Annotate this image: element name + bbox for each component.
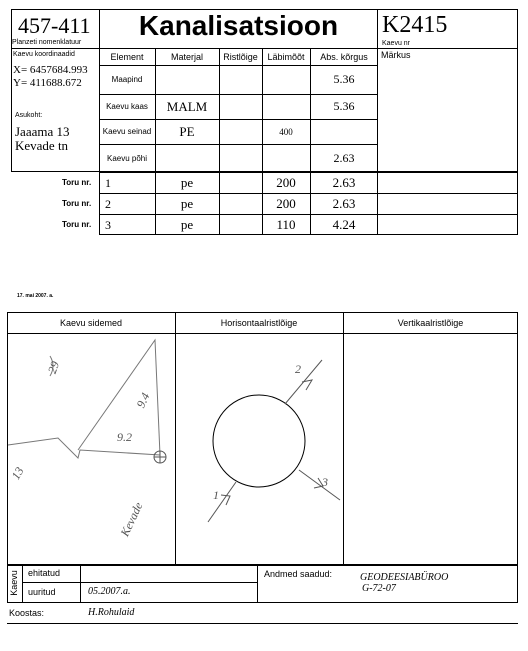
pipe-diameter: 110 <box>276 216 296 232</box>
row-height: 2.63 <box>333 150 355 165</box>
data-from-label: Andmed saadud: <box>264 569 333 579</box>
built-label: ehitatud <box>28 568 61 578</box>
row-material: PE <box>179 123 195 139</box>
pipe-label-2: 2 <box>295 362 301 376</box>
coords-label: Kaevu koordinaadid <box>13 51 75 58</box>
footer-frame <box>7 565 518 603</box>
pipe-diameter: 200 <box>276 174 296 190</box>
well-number-value: K2415 <box>382 12 448 38</box>
pipe-material: pe <box>180 216 194 232</box>
coord-y: Y= 411688.672 <box>13 77 82 89</box>
page-title: Kanalisatsioon <box>138 10 339 41</box>
location-label: Asukoht: <box>15 112 43 119</box>
pipe-height: 2.63 <box>332 195 356 211</box>
location-line2: Kevade tn <box>15 138 69 153</box>
pipe-number: 3 <box>105 218 111 232</box>
sketch-label-kevade: Kevade <box>117 500 146 539</box>
pipe-label: Toru nr. <box>62 199 92 208</box>
section-title-sidemed: Kaevu sidemed <box>59 317 123 328</box>
well-circle <box>213 395 305 487</box>
nomenclature-value: 457-411 <box>18 13 91 38</box>
col-header-section: Ristlõige <box>223 51 258 62</box>
pipe-height: 2.63 <box>332 174 356 190</box>
well-number-label: Kaevu nr <box>382 40 411 47</box>
col-header-element: Element <box>110 51 144 62</box>
footer-side-label: Kaevu <box>9 570 19 596</box>
col-header-diameter: Läbimõõt <box>267 51 305 62</box>
data-from-value1: GEODEESIABÜROO <box>360 572 449 583</box>
surveyed-value: 05.2007.a. <box>88 586 131 597</box>
pipe-number: 2 <box>105 197 111 211</box>
pipe-line-3 <box>299 470 340 500</box>
col-header-height: Abs. kõrgus <box>320 51 368 62</box>
pipe-material: pe <box>180 174 194 190</box>
pipe-diameter: 200 <box>276 195 296 211</box>
pipe-material: pe <box>180 195 194 211</box>
row-height: 5.36 <box>333 99 355 113</box>
author-value: H.Rohulaid <box>88 607 135 618</box>
nomenclature-label: Planzeti nomenklatuur <box>12 39 82 46</box>
pipe-label-3: 3 <box>322 475 328 489</box>
row-element: Kaevu seinad <box>102 127 152 136</box>
date-stamp: 17. mai 2007. a. <box>17 293 54 299</box>
section-title-vertikaal: Vertikaalristlõige <box>397 317 464 328</box>
row-element: Maapind <box>111 75 143 84</box>
sketch-label-13: 13 <box>8 464 27 482</box>
author-label: Koostas: <box>9 608 45 618</box>
row-height: 5.36 <box>333 72 355 86</box>
sketch-label-9-2: 9.2 <box>117 430 132 444</box>
surveyed-label: uuritud <box>28 587 56 597</box>
pipe-label: Toru nr. <box>62 178 92 187</box>
pipe-height: 4.24 <box>332 216 356 232</box>
col-header-notes: Märkus <box>381 50 411 60</box>
pipe-label-1: 1 <box>213 488 219 502</box>
pipe-number: 1 <box>105 176 111 190</box>
col-header-material: Materjal <box>170 51 203 62</box>
coord-x: X= 6457684.993 <box>13 64 88 76</box>
row-material: MALM <box>166 98 208 114</box>
pipe-label: Toru nr. <box>62 220 92 229</box>
location-line1: Jaaama 13 <box>15 124 70 139</box>
row-diameter: 400 <box>279 126 293 137</box>
row-element: Kaevu põhi <box>106 153 148 163</box>
section-title-horisontaal: Horisontaalristlõige <box>220 317 298 328</box>
sketch-label-29: 29 <box>44 359 63 376</box>
data-from-value2: G-72-07 <box>362 583 396 594</box>
row-element: Kaevu kaas <box>106 102 148 111</box>
sketch-label-9-4: 9.4 <box>133 390 153 411</box>
